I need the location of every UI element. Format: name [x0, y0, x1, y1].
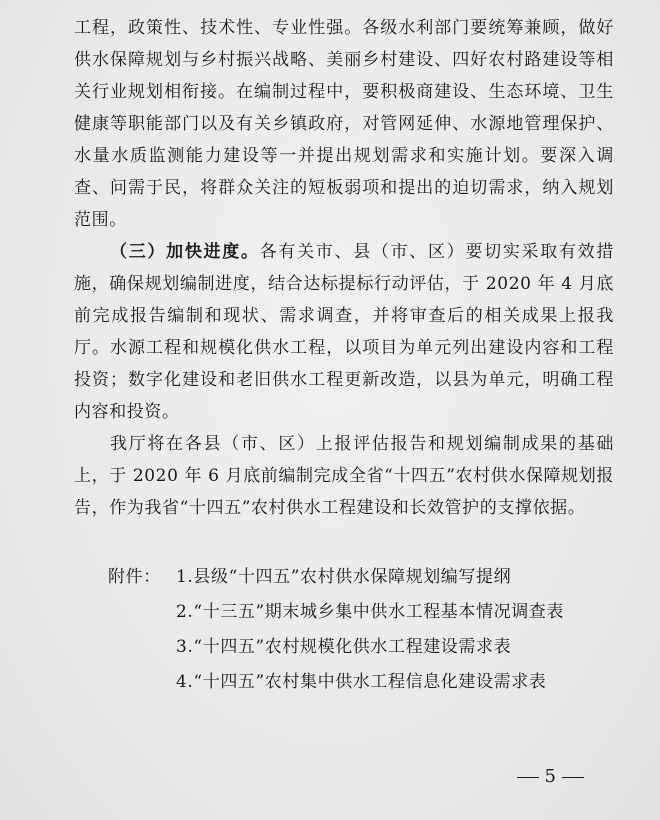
- attachment-item: [74, 595, 614, 630]
- document-body: [74, 12, 614, 700]
- attachment-number: 4.: [176, 672, 194, 692]
- section-heading-speed-up: （三）加快进度。: [110, 242, 260, 262]
- footer-dash-left: [517, 777, 539, 778]
- attachment-title: “十三五”期末城乡集中供水工程基本情况调查表: [193, 602, 565, 622]
- page-number: 5: [544, 766, 556, 787]
- attachment-title: “十四五”农村集中供水工程信息化建设需求表: [193, 672, 547, 692]
- paragraph-continuation: 工程，政策性、技术性、专业性强。各级水利部门要统筹兼顾，做好供水保障规划与乡村振兴战略、美丽乡村建设、四好农村路建设等相关行业规划相衔接。在编制过程中，要积极商建设、生态环境、卫生健康等职能部门以及有关乡镇政府，对管网延伸、水源地管理保护、水量水质监测能力建设等一并提出规划需求和实施计划。要深入调查、问需于民，将群众关注的短板弱项和提出的迫切需求，纳入规划范围。: [74, 18, 614, 230]
- attachment-number: 1.: [176, 567, 194, 587]
- attachment-item: [74, 630, 614, 665]
- footer-dash-right: [562, 777, 584, 778]
- attachment-number: 2.: [176, 602, 194, 622]
- spacer: [74, 524, 614, 560]
- paragraph-speed-up: [74, 236, 614, 428]
- page-footer: [0, 766, 660, 787]
- paragraph-speed-up-body: 各有关市、县（市、区）要切实采取有效措施，确保规划编制进度，结合达标提标行动评估，于 2020 年 4 月底前完成报告编制和现状、需求调查，并将审查后的相关成果上报我厅。水源工程和规模化供水工程，以项目为单元列出建设内容和工程投资；数字化建设和老旧供水工程更新改造，以县为单元，明确工程内容和投资。: [74, 242, 614, 422]
- attachment-title: “十四五”农村规模化供水工程建设需求表: [193, 637, 512, 657]
- attachment-label: 附件：: [108, 567, 161, 587]
- attachment-title: 县级“十四五”农村供水保障规划编写提纲: [193, 567, 512, 587]
- attachment-item: [74, 665, 614, 700]
- attachment-item: [74, 560, 614, 595]
- attachment-list: [74, 560, 614, 700]
- paragraph-province-report: 我厅将在各县（市、区）上报评估报告和规划编制成果的基础上，于 2020 年 6 月底前编制完成全省“十四五”农村供水保障规划报告，作为我省“十四五”农村供水工程建设和长效管护的支撑依据。: [74, 434, 614, 518]
- attachment-number: 3.: [176, 637, 194, 657]
